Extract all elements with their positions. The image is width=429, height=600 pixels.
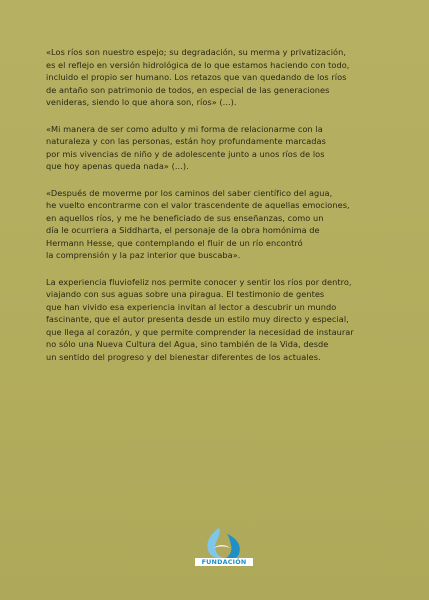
cover-text [46,46,396,377]
foundation-logo-label: FUNDACIÓN [195,558,253,566]
quote-paragraph-3: «Después de moverme por los caminos del saber científico del agua, he vuelto encontrarme con el valor trascendente de aquellas emociones, en aquellos ríos, y me he beneficiado de sus enseñanzas, como un día le ocurriera a Siddharta, el personaje de la obra homónima de Hermann Hesse, que contemplando el fluir de un río encontró la comprensión y la paz interior que buscaba». [46,187,350,260]
quote-paragraph-1: «Los ríos son nuestro espejo; su degradación, su merma y privatización, es el reflejo en versión hidrológica de lo que estamos haciendo con todo, incluido el propio ser humano. Los retazos que van quedando de los ríos de antaño son patrimonio de todos, en especial de las generaciones venideras, siendo lo que ahora son, ríos» (...). [46,47,350,107]
quote-paragraph-2: «Mi manera de ser como adulto y mi forma de relacionarme con la naturaleza y con las personas, están hoy profundamente marcadas por mis vivencias de niño y de adolescente junto a unos ríos de los que hoy apenas queda nada» (...). [46,123,326,171]
summary-paragraph: La experiencia fluviofeliz nos permite conocer y sentir los ríos por dentro, viajando con sus aguas sobre una piragua. El testimonio de gentes que han vivido esa experiencia invitan al lector a descubrir un mundo fascinante, que el autor presenta desde un estilo muy directo y especial, que llega al corazón, y que permite comprender la necesidad de instaurar no sólo una Nueva Cultura del Agua, sino también de la Vida, desde un sentido del progreso y del bienestar diferentes de los actuales. [46,276,354,362]
